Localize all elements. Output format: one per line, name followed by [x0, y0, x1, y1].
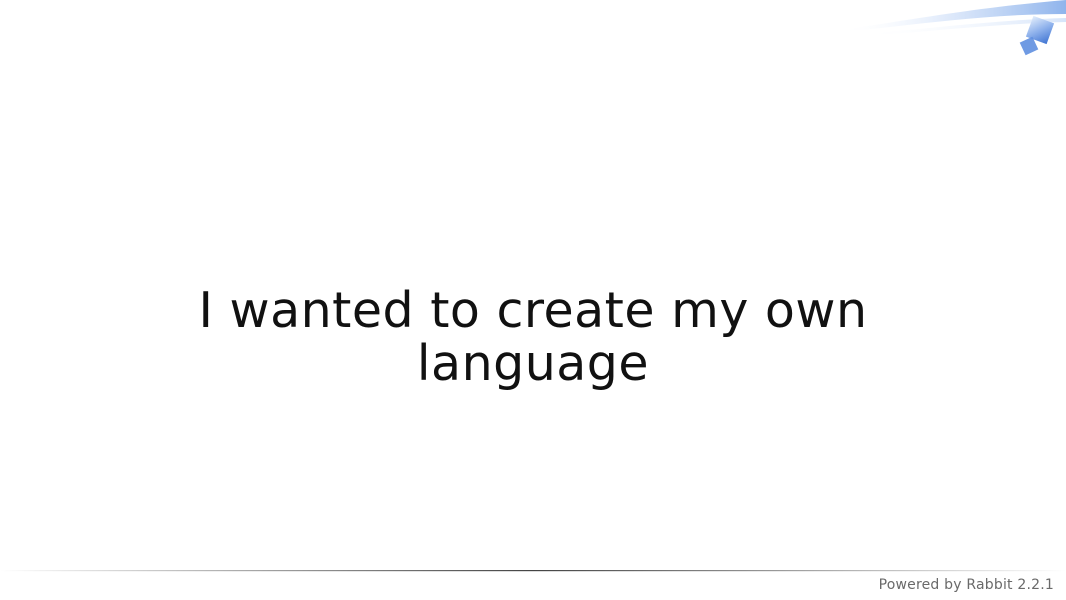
powered-by-footer: Powered by Rabbit 2.2.1 [878, 577, 1054, 593]
rabbit-corner-logo-icon [840, 0, 1066, 64]
slide-title-line-1: I wanted to create my own [198, 282, 868, 339]
slide-title [133, 284, 933, 390]
footer-divider [0, 569, 1066, 572]
title-container [133, 284, 933, 390]
slide-title-line-2: language [416, 335, 650, 392]
